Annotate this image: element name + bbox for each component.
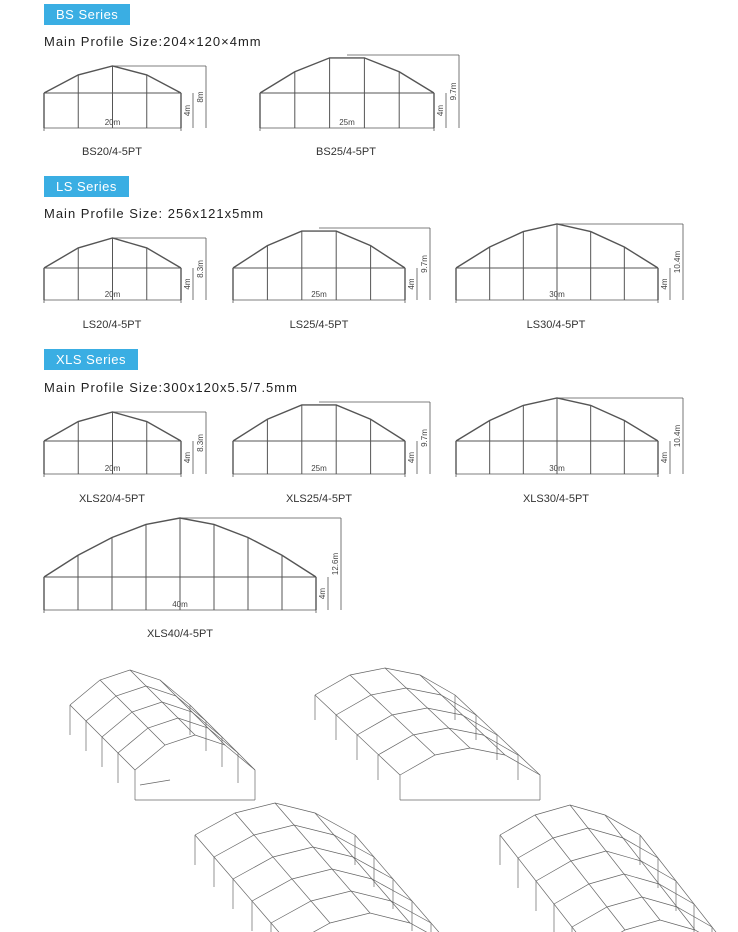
width-label: 25m [339, 118, 355, 127]
width-label: 30m [549, 464, 565, 473]
ridge-height-label: 9.7m [420, 255, 429, 273]
elevation-ls20 [44, 238, 206, 303]
side-height-label: 4m [183, 104, 192, 117]
model-label-bs20: BS20/4-5PT [82, 146, 142, 158]
model-label-xls40: XLS40/4-5PT [146, 628, 214, 640]
side-height-label: 4m [407, 278, 416, 290]
ridge-height-label: 9.7m [420, 429, 429, 447]
side-height-label: 4m [660, 451, 669, 464]
width-label: 25m [311, 464, 327, 473]
roof-rafter-bs25 [260, 58, 434, 93]
side-height-label: 4m [660, 278, 669, 290]
elevation-xls30 [456, 398, 683, 477]
ridge-height-label: 10.4m [673, 250, 682, 274]
side-height-label: 4m [407, 451, 416, 464]
elevation-ls30 [456, 224, 683, 303]
roof-rafter-ls25 [233, 231, 405, 268]
model-label-ls30: LS30/4-5PT [526, 319, 586, 331]
ridge-height-label: 12.6m [331, 552, 340, 576]
ridge-height-label: 9.7m [449, 82, 458, 101]
width-label: 30m [549, 290, 565, 299]
model-label-bs25: BS25/4-5PT [316, 146, 376, 158]
isometric-tent-small-2 [315, 668, 540, 800]
width-label: 25m [311, 290, 327, 299]
width-label: 40m [172, 600, 188, 609]
model-label-xls30: XLS30/4-5PT [522, 493, 590, 505]
profile-size-ls: Main Profile Size: 256x121x5mm [44, 206, 265, 221]
elevation-xls25 [233, 402, 430, 477]
model-label-ls25: LS25/4-5PT [289, 319, 349, 331]
series-badge-ls: LS Series [44, 176, 129, 197]
ridge-height-label: 8.3m [196, 434, 205, 452]
series-badge-bs: BS Series [44, 4, 130, 25]
side-height-label: 4m [318, 587, 327, 600]
ridge-height-label: 8m [196, 91, 205, 103]
ridge-height-label: 8.3m [196, 260, 205, 278]
elevation-bs20 [44, 66, 206, 131]
elevation-xls40 [44, 518, 341, 613]
series-badge-xls: XLS Series [44, 349, 138, 370]
elevation-xls20 [44, 412, 206, 477]
width-label: 20m [104, 118, 121, 127]
width-label: 20m [104, 464, 121, 473]
profile-size-xls: Main Profile Size:300x120x5.5/7.5mm [44, 380, 298, 395]
ridge-height-label: 10.4m [673, 424, 682, 448]
profile-size-bs: Main Profile Size:204×120×4mm [44, 34, 262, 49]
model-label-ls20: LS20/4-5PT [82, 319, 142, 331]
isometric-tent-small-1 [70, 670, 255, 800]
isometric-views [0, 650, 738, 932]
width-label: 20m [104, 290, 121, 299]
isometric-tent-large-1 [195, 803, 450, 932]
side-height-label: 4m [436, 104, 445, 117]
model-label-xls20: XLS20/4-5PT [78, 493, 146, 505]
elevation-bs25 [260, 55, 459, 131]
side-height-label: 4m [183, 451, 192, 464]
elevation-ls25 [233, 228, 430, 303]
isometric-tent-large-2 [500, 805, 730, 932]
side-height-label: 4m [183, 278, 192, 290]
model-label-xls25: XLS25/4-5PT [285, 493, 353, 505]
roof-rafter-xls25 [233, 405, 405, 441]
